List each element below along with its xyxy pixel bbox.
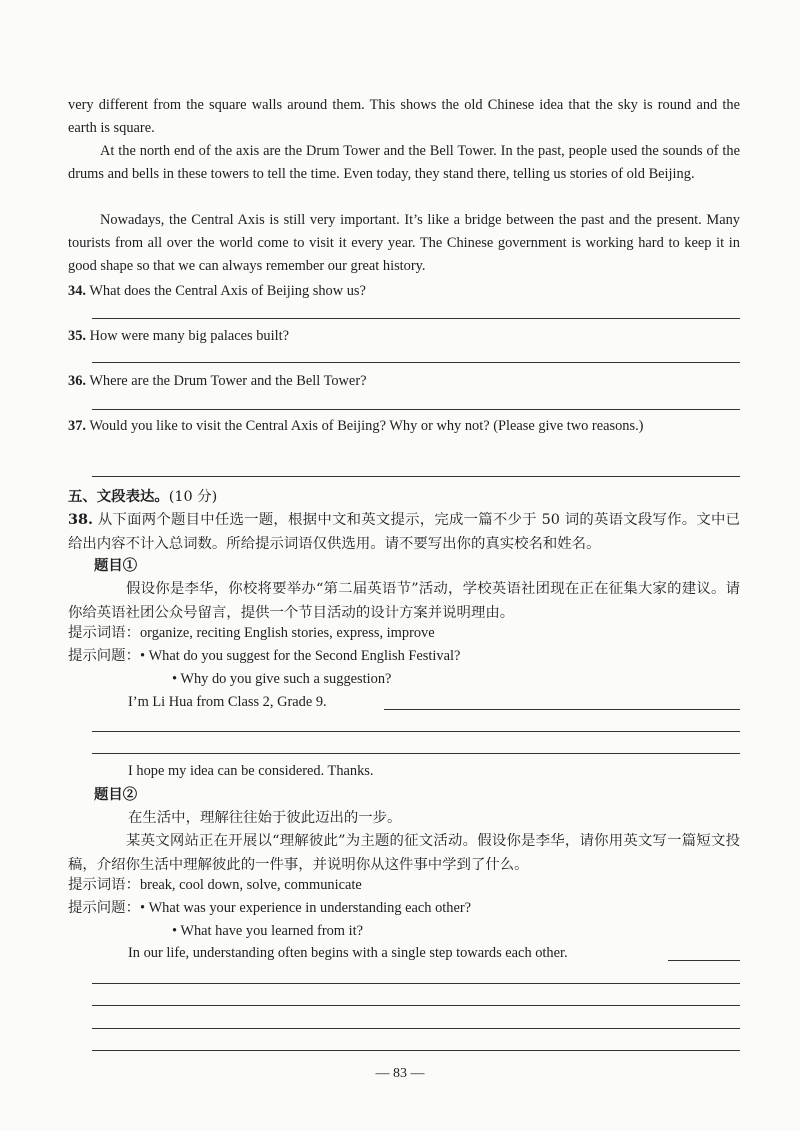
topic-1-opening: I’m Li Hua from Class 2, Grade 9. <box>128 694 327 710</box>
topic-2-hint-words <box>68 873 740 897</box>
question-37 <box>68 415 740 437</box>
topic-1-hint-questions <box>68 644 740 668</box>
section-5-heading <box>68 485 740 509</box>
writing-line[interactable] <box>92 1050 740 1051</box>
question-38-instructions <box>68 508 740 556</box>
section-score: (10 分) <box>168 489 218 505</box>
question-number: 37. <box>68 418 86 434</box>
hint-words-label: 提示词语： <box>68 625 140 641</box>
question-text: 从下面两个题目中任选一题，根据中文和英文提示，完成一篇不少于 50 词的英语文段写作。文中已给出内容不计入总词数。所给提示词语仅供选用。请不要写出你的真实校名和姓名。 <box>68 512 741 552</box>
topic-2-description: 某英文网站正在开展以“理解彼此”为主题的征文活动。假设你是李华，请你用英文写一篇短文投稿，介绍你生活中理解彼此的一件事，并说明你从这件事中学到了什么。 <box>68 833 740 873</box>
passage-paragraph-3: Nowadays, the Central Axis is still very important. It’s like a bridge between the past and the present. Many tourists from all over the world come to visit it every year. The Chinese government is working hard to keep it in good shape so that we can always remember our great history. <box>68 212 740 274</box>
question-number: 34. <box>68 283 86 299</box>
question-number: 38. <box>68 511 94 528</box>
hint-words-label: 提示词语： <box>68 877 140 893</box>
hint-question-1: • What do you suggest for the Second English Festival? <box>139 648 461 664</box>
topic-1-hint-words <box>68 621 740 645</box>
topic-1-title: 题目① <box>94 557 138 574</box>
question-36 <box>68 370 740 392</box>
question-number: 36. <box>68 373 86 389</box>
passage-paragraph-2: At the north end of the axis are the Drum Tower and the Bell Tower. In the past, people used the sounds of the drums and bells in these towers to tell the time. Even today, they stand there, telling us stories of old Beijing. <box>68 143 740 182</box>
question-text: Would you like to visit the Central Axis of Beijing? Why or why not? (Please give two reasons.) <box>89 418 644 434</box>
topic-2-hint-questions <box>68 896 740 920</box>
answer-line-34[interactable] <box>92 318 740 319</box>
hint-words: organize, reciting English stories, express, improve <box>139 625 435 641</box>
hint-question-2: • Why do you give such a suggestion? <box>172 671 392 687</box>
answer-line-35[interactable] <box>92 362 740 363</box>
question-number: 35. <box>68 328 86 344</box>
hint-questions-label: 提示问题： <box>68 900 140 916</box>
question-text: What does the Central Axis of Beijing show us? <box>89 283 366 299</box>
writing-line[interactable] <box>384 709 740 710</box>
topic-1-description: 假设你是李华，你校将要举办“第二届英语节”活动，学校英语社团现在正在征集大家的建议。请你给英语社团公众号留言，提供一个节目活动的设计方案并说明理由。 <box>68 581 740 621</box>
question-text: How were many big palaces built? <box>89 328 290 344</box>
hint-question-1: • What was your experience in understanding each other? <box>139 900 472 916</box>
topic-2-opening: In our life, understanding often begins with a single step towards each other. <box>128 945 568 961</box>
question-text: Where are the Drum Tower and the Bell Tower? <box>89 373 367 389</box>
page-number: — 83 — <box>375 1066 425 1081</box>
topic-2-title: 题目② <box>94 786 138 803</box>
passage-paragraph-1: very different from the square walls around them. This shows the old Chinese idea that the sky is round and the earth is square. <box>68 97 740 136</box>
writing-line[interactable] <box>92 731 740 732</box>
answer-line-37[interactable] <box>92 476 740 477</box>
hint-questions-label: 提示问题： <box>68 648 140 664</box>
answer-line-36[interactable] <box>92 409 740 410</box>
writing-line[interactable] <box>92 1005 740 1006</box>
topic-1-closing: I hope my idea can be considered. Thanks. <box>128 763 374 779</box>
writing-line[interactable] <box>668 960 740 961</box>
writing-line[interactable] <box>92 753 740 754</box>
hint-question-2: • What have you learned from it? <box>172 923 363 939</box>
writing-line[interactable] <box>92 983 740 984</box>
question-34 <box>68 280 740 302</box>
question-35 <box>68 325 740 347</box>
section-title: 五、文段表达。 <box>68 488 169 505</box>
writing-line[interactable] <box>92 1028 740 1029</box>
hint-words: break, cool down, solve, communicate <box>139 877 362 893</box>
topic-2-quote: 在生活中，理解往往始于彼此迈出的一步。 <box>128 810 402 826</box>
